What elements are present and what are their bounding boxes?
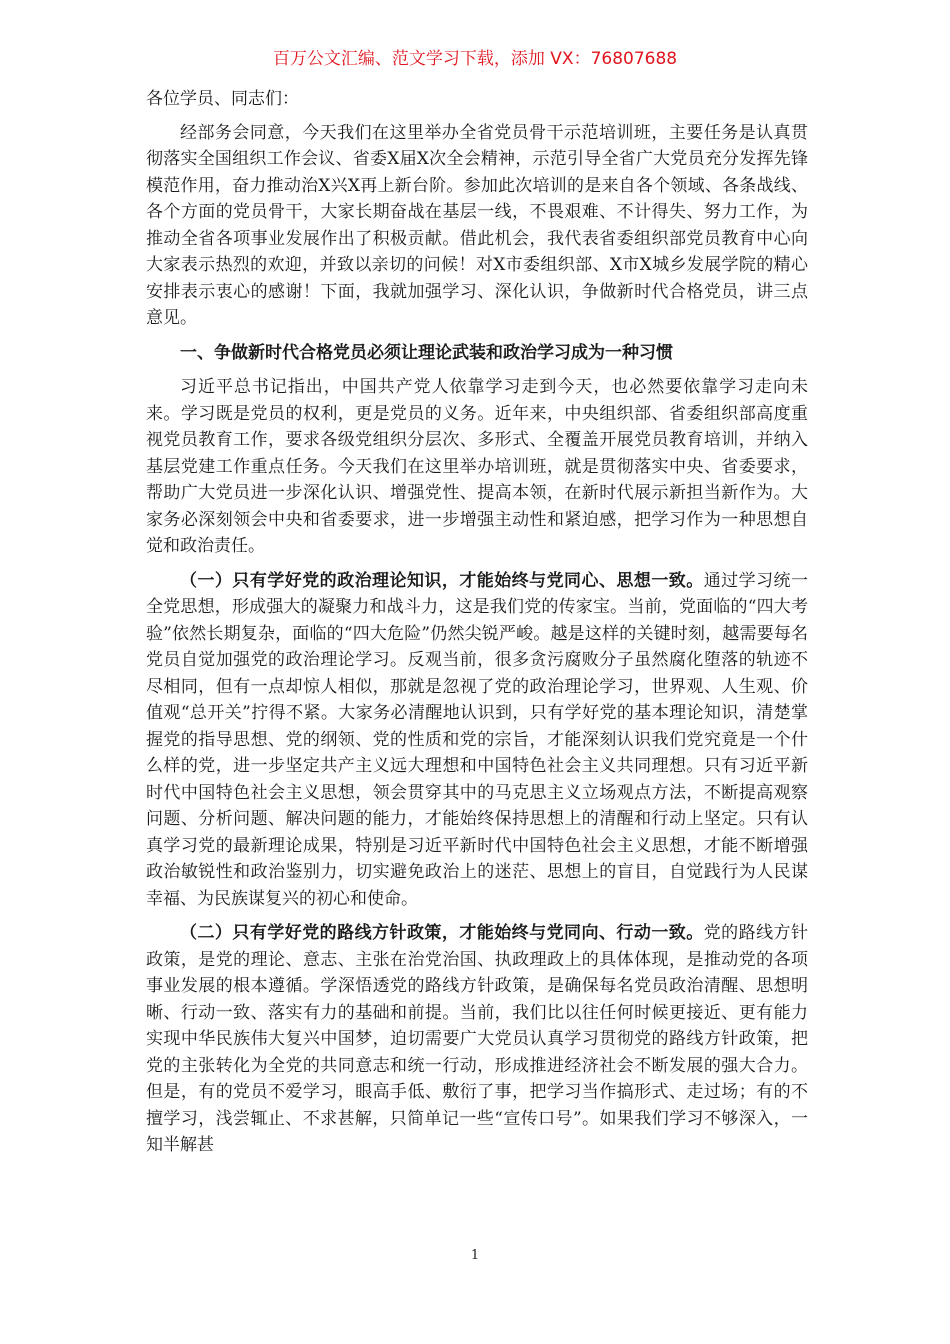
document-body: [146, 86, 808, 1167]
subsection-2-body: 党的路线方针政策，是党的理论、意志、主张在治党治国、执政理政上的具体体现，是推动党的各项事业发展的根本遵循。学深悟透党的路线方针政策，是确保每名党员政治清醒、思想明晰、行动一致、落实有力的基础和前提。当前，我们比以往任何时候更接近、更有能力实现中华民族伟大复兴中国梦，迫切需要广大党员认真学习贯彻党的路线方针政策，把党的主张转化为全党的共同意志和统一行动，形成推进经济社会不断发展的强大合力。但是，有的党员不爱学习，眼高手低、敷衍了事，把学习当作搞形式、走过场；有的不擅学习，浅尝辄止、不求甚解，只简单记一些“宣传口号”。如果我们学习不够深入，一知半解甚: [146, 923, 809, 1155]
intro-paragraph: 经部务会同意，今天我们在这里举办全省党员骨干示范培训班，主要任务是认真贯彻落实全国组织工作会议、省委Ⅹ届Ⅹ次全会精神，示范引导全省广大党员充分发挥先锋模范作用，奋力推动治Ⅹ兴Ⅹ再上新台阶。参加此次培训的是来自各个领域、各条战线、各个方面的党员骨干，大家长期奋战在基层一线，不畏艰难、不计得失、努力工作，为推动全省各项事业发展作出了积极贡献。借此机会，我代表省委组织部党员教育中心向大家表示热烈的欢迎，并致以亲切的问候！对Ⅹ市委组织部、Ⅹ市Ⅹ城乡发展学院的精心安排表示衷心的感谢！下面，我就加强学习、深化认识，争做新时代合格党员，讲三点意见。: [146, 122, 808, 328]
section-1-heading: 一、争做新时代合格党员必须让理论武装和政治学习成为一种习惯: [180, 342, 673, 363]
download-banner: 百万公文汇编、范文学习下载，添加 VX：76807688: [272, 49, 678, 69]
subsection-2-lead: （二）只有学好党的路线方针政策，才能始终与党同向、行动一致。: [180, 923, 704, 943]
subsection-1-lead: （一）只有学好党的政治理论知识，才能始终与党同心、思想一致。: [180, 570, 704, 591]
section-1-paragraph: 习近平总书记指出，中国共产党人依靠学习走到今天，也必然要依靠学习走向未来。学习既是党员的权利，更是党员的义务。近年来，中央组织部、省委组织部高度重视党员教育工作，要求各级党组织分层次、多形式、全覆盖开展党员教育培训，并纳入基层党建工作重点任务。今天我们在这里举办培训班，就是贯彻落实中央、省委要求，帮助广大党员进一步深化认识、增强党性、提高本领，在新时代展示新担当新作为。大家务必深刻领会中央和省委要求，进一步增强主动性和紧迫感，把学习作为一种思想自觉和政治责任。: [146, 377, 808, 556]
greeting: 各位学员、同志们：: [146, 89, 299, 109]
subsection-1-body: 通过学习统一全党思想，形成强大的凝聚力和战斗力，这是我们党的传家宝。当前，党面临的“四大考验”依然长期复杂，面临的“四大危险”仍然尖锐严峻。越是这样的关键时刻，越需要每名党员自觉加强党的政治理论学习。反观当前，很多贪污腐败分子虽然腐化堕落的轨迹不尽相同，但有一点却惊人相似，那就是忽视了党的政治理论学习，世界观、人生观、价值观“总开关”拧得不紧。大家务必清醒地认识到，只有学好党的基本理论知识，清楚掌握党的指导思想、党的纲领、党的性质和党的宗旨，才能深刻认识我们党究竟是一个什么样的党，进一步坚定共产主义远大理想和中国特色社会主义共同理想。只有习近平新时代中国特色社会主义思想，领会贯穿其中的马克思主义立场观点方法，不断提高观察问题、分析问题、解决问题的能力，才能始终保持思想上的清醒和行动上坚定。只有认真学习党的最新理论成果，特别是习近平新时代中国特色社会主义思想，才能不断增强政治敏锐性和政治鉴别力，切实避免政治上的迷茫、思想上的盲目，自觉践行为人民谋幸福、为民族谋复兴的初心和使命。: [146, 570, 809, 909]
subsection-2-paragraph: [146, 920, 808, 1159]
page-number: 1: [470, 1248, 480, 1263]
subsection-1-paragraph: [146, 568, 808, 913]
